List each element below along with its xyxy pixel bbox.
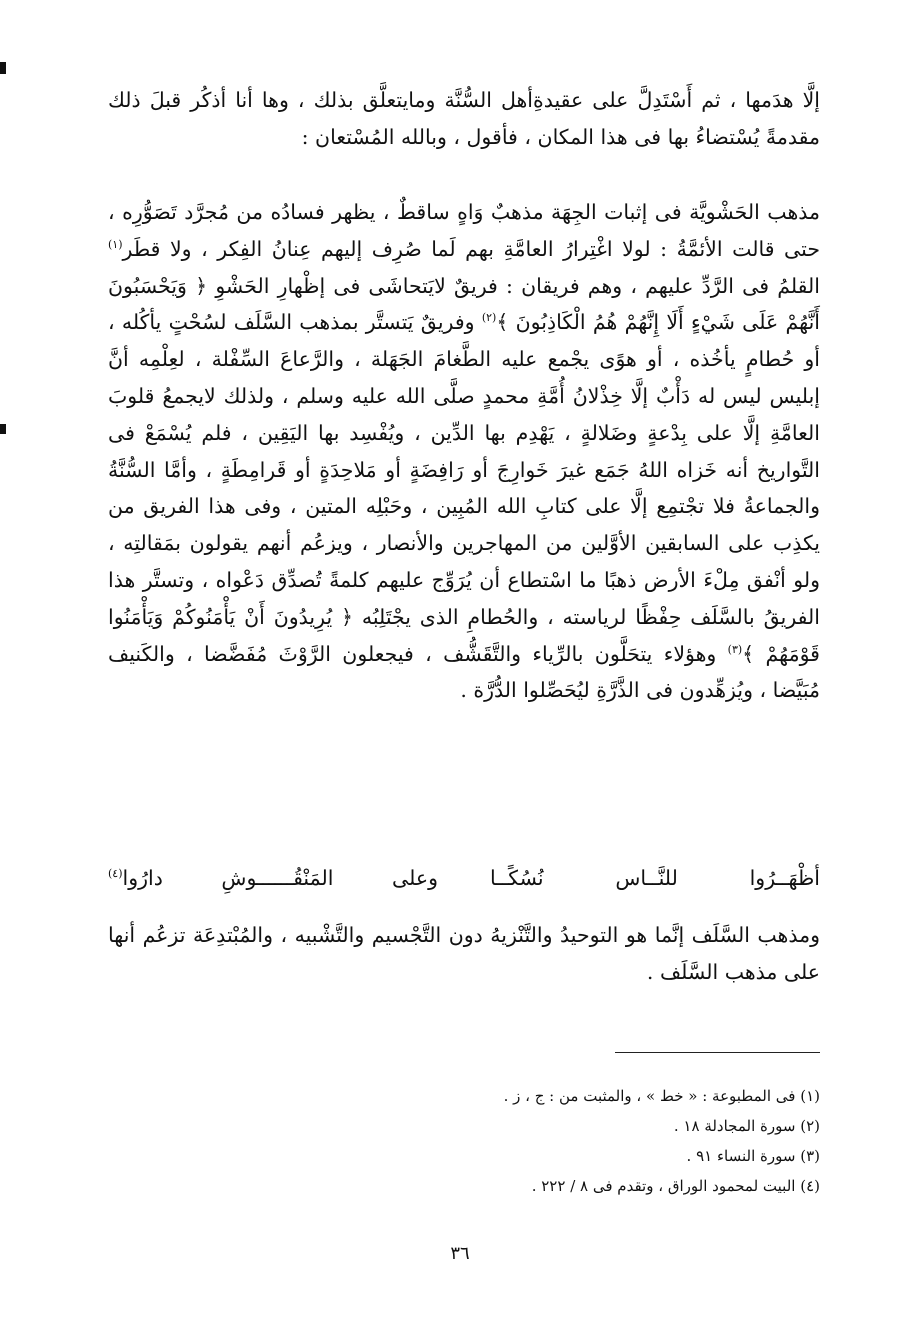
main-text-part-1: مذهب الحَشْويَّة فى إثبات الجِهَة مذهبٌ وَاهٍ ساقطٌ ، يظهر فسادُه من مُجرَّد تَصَوُّرِه ، حتى قالت الأئمَّةُ : لولا اغْتِرارُ العامَّةِ بهم لَما صُرِف إليهم عِنانُ الفِكر ، ولا قطَر [108,200,820,261]
poem-second-text: وعلى المَنْقُــــــوشِ دارُوا [122,866,438,890]
intro-text: إلَّا هدَمها ، ثم أَسْتَدِلَّ على عقيدةِأهل السُّنَّة ومايتعلَّق بذلك ، وها أنا أذكُر قبلَ ذلك مقدمةً يُسْتضاءُ بها فى هذا المكان ، فأقول ، وبالله المُسْتعان : [108,88,820,149]
footnote-separator [615,1052,820,1053]
footnote-3: (٣) سورة النساء ٩١ . [686,1147,820,1165]
poem-verse [108,860,820,897]
scan-edge-mark-middle [0,424,6,434]
footnote-ref-4: (٤) [108,867,123,881]
page-number: ٣٦ [450,1243,470,1264]
intro-paragraph [108,82,820,156]
footnote-1: (١) فى المطبوعة : « خط » ، والمثبت من : ج ، ز . [503,1087,820,1105]
scan-edge-mark-top [0,62,6,74]
main-paragraph [108,194,820,709]
poem-first-hemistich: أظْهَــرُوا للنَّــاس نُسُكًــا [490,866,820,890]
closing-paragraph [108,917,820,991]
main-text-part-3: وفريقٌ يَتستَّر بمذهب السَّلَف لسُحْتٍ يأكُله ، أو حُطامٍ يأخُذه ، أو هوًى يجْمع عليه الطَّغامَ الجَهَلة ، والرَّعاعَ السِّفْلة ، لعِلْمِه أنَّ إبليس ليس له دَأْبٌ إلَّا خِذْلانُ أُمَّةِ محمدٍ صلَّى الله عليه وسلم ، ولذلك لايجمعُ قلوبَ العامَّةِ إلَّا على بِدْعةٍ وضَلالةٍ ، يَهْدِم بها الدِّين ، ويُفْسِد بها اليَقِين ، فلم يُسْمَعْ فى التَّواريخ أنه خَزاه اللهُ جَمَع غيرَ خَوارِجَ أو رَافِضَةٍ أو مَلاحِدَةٍ أو قَرامِطَةٍ ، وأمَّا السُّنَّةُ والجماعةُ فلا تجْتمِع إلَّا على كتابِ الله المُبِين ، وحَبْلِه المتين ، وفى هذا الفريق من يكذِب على السابقين الأوَّلين من المهاجرين والأنصار ، ويزعُم أنهم يقولون بمَقالتِه ، ولو أنْفق مِلْءَ الأرض ذهبًا ما اسْتطاع أن يُرَوِّج عليهم كلمةً تُصدِّق دَعْواه ، وتستَّر هذا الفريقُ بالسَّلَف حِفْظًا لرياسته ، والحُطامِ الذى يجْتَلِبُه ﴿ يُرِيدُونَ أَنْ يَأْمَنُوكُمْ وَيَأْمَنُوا قَوْمَهُمْ ﴾ [108,310,820,666]
footnote-2: (٢) سورة المجادلة ١٨ . [673,1117,820,1135]
closing-text: ومذهب السَّلَف إنَّما هو التوحيدُ والتَّنْزيهُ دون التَّجْسيم والتَّشْبيه ، والمُبْتدِعَة تزعُم أنها على مذهب السَّلَف . [108,923,820,984]
footnote-ref-2: (٢) [481,311,497,325]
main-text-part-4: وهؤلاء يتحَلَّون بالرِّياء والتَّقَشُّف ، فيجعلون الرَّوْثَ مُفَضَّضا ، والكَنيف مُبَيَّضا ، ويُزهِّدون فى الذَّرَّةِ ليُحَصِّلوا الدُّرَّة . [108,641,820,703]
main-text-part-2: القلمُ فى الرَّدِّ عليهم ، وهم فريقان : فريقٌ لايَتحاشَى فى إظْهارِ الحَشْوِ ﴿ وَيَحْسَبُونَ أَنَّهُمْ عَلَى شَيْءٍ أَلَا إِنَّهُمْ هُمُ الْكَاذِبُونَ ﴾ [108,273,820,335]
footnote-ref-3: (٣) [727,642,743,656]
footnotes [108,1081,820,1201]
main-text [108,194,820,709]
footnote-4: (٤) البيت لمحمود الوراق ، وتقدم فى ٨ / ٢٢٢ . [531,1177,820,1195]
poem-second-hemistich [108,860,438,897]
footnote-ref-1: (١) [108,237,123,251]
